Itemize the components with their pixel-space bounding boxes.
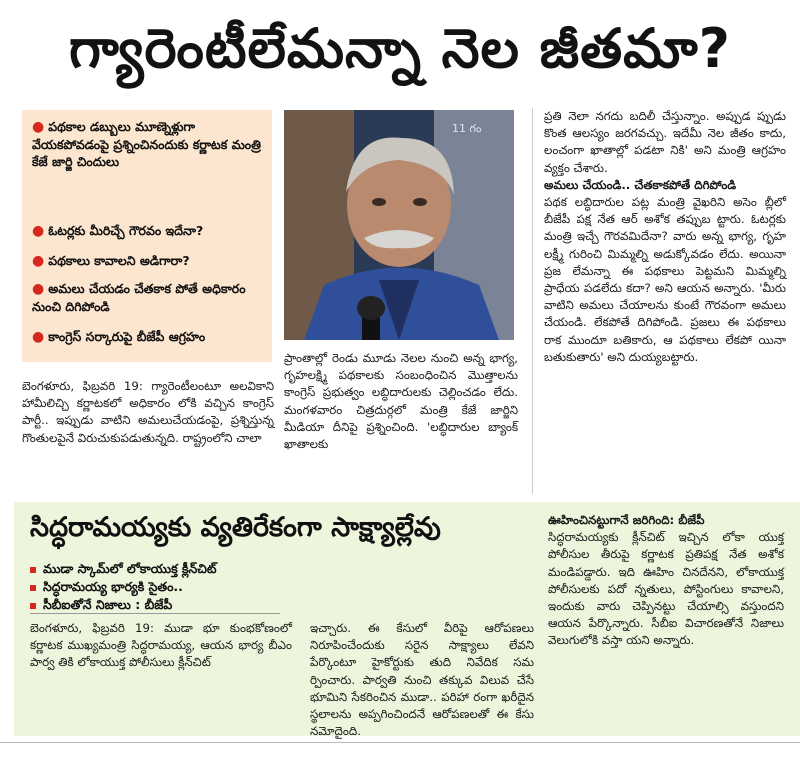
- square-bullet-icon: [30, 585, 36, 591]
- story2-subheading: ఊహించినట్టుగానే జరిగింది: బీజేపీ: [548, 513, 705, 527]
- story1-column-left: బెంగళూరు, ఫిబ్రవరి 19: గ్యారెంటీలంటూ అలవికాని హామీలిచ్చి కర్ణాటకలో అధికారం లోకి వచ్చిన కాంగ్రెస్‌ పార్టీ.. ఇప్పుడు వాటిని అమలుచేయడంపై, ప్రశ్నిస్తున్న గొంతులపైనే విరుచుకుపడుతున్నది. రాష్ట్రంలోని చాలా: [22, 379, 274, 445]
- story1-column-middle: ప్రాంతాల్లో రెండు మూడు నెలల నుంచి అన్న భాగ్య, గృహలక్ష్మి పథకాలకు సంబంధించిన మొత్తాలను కాంగ్రెస్‌ ప్రభుత్వం లబ్ధిదారులకు చెల్లించడం లేదు. మంగళవారం చిత్రదుర్గలో మంత్రి కేజే జార్జిని మీడియా దీనిపై ప్రశ్నించింది. 'లబ్ధిదారుల బ్యాంక్‌ ఖాతాలకు: [284, 351, 518, 452]
- highlight-item: [32, 118, 264, 170]
- story1-subheading: అమలు చేయండి.. చేతకాకపోతే దిగిపోండి: [544, 177, 737, 192]
- story2-column-left: బెంగళూరు, ఫిబ్రవరి 19: ముడా భూ కుంభకోణంలో కర్ణాటక ముఖ్యమంత్రి సిద్ధరామయ్య, ఆయన భార్య బీఎం పార్వ తికి లోకాయుక్త పోలీసులు క్లీన్‌చిట్‌: [30, 621, 292, 670]
- story2-bullet: [30, 596, 172, 614]
- speaker-portrait-image: [284, 110, 514, 340]
- bullet-icon: ●: [32, 253, 45, 269]
- story1-paragraph: ప్రతి నెలా నగదు బదిలీ చేస్తున్నాం. అప్పుడ ప్పుడు కొంత ఆలస్యం జరగవచ్చు. ఇదేమీ నెల జీతం కాదు, లంచంగా ఖాతాల్లో పడటా నికి' అని మంత్రి ఆగ్రహం వ్యక్తం చేశారు.: [544, 109, 786, 175]
- bullet-divider: [30, 613, 280, 614]
- highlight-item: [32, 280, 264, 315]
- column-divider: [532, 108, 533, 494]
- square-bullet-icon: [30, 567, 36, 573]
- page-headline: గ్యారెంటీలేమన్నా నెల జీతమా?: [69, 17, 731, 80]
- story1-column-right: [544, 108, 786, 366]
- story2-bullet: [30, 560, 217, 578]
- story2-column-middle: ఇచ్చారు. ఈ కేసులో వీరిపై ఆరోపణలు నిరూపించేందుకు సరైన సాక్ష్యాలు లేవని పేర్కొంటూ హైకోర్టుకు తుది నివేదిక సమ ర్పించారు. పార్వతి నుంచి తక్కువ విలువ చేసే భూమిని సేకరించిన ముడా.. పరిహా రంగా ఖరీదైన స్థలాలను అప్పగించిందనే ఆరోపణలతో ఈ కేసు నమోదైంది.: [310, 621, 534, 739]
- bullet-icon: ●: [32, 329, 45, 345]
- story2-bullet-text: ముడా స్కామ్‌లో లోకాయుక్త క్లీన్‌చిట్‌: [43, 561, 217, 576]
- bullet-icon: ●: [32, 281, 45, 297]
- story2-column-right: [548, 512, 784, 650]
- highlight-item: [32, 252, 264, 270]
- story2-bullet-text: సిద్ధరామయ్య భార్యకి సైతం..: [43, 579, 183, 594]
- highlights-box: [22, 110, 272, 362]
- story2-bullet: [30, 578, 183, 596]
- minister-photo: [284, 110, 514, 340]
- bullet-icon: ●: [32, 119, 45, 135]
- square-bullet-icon: [30, 603, 36, 609]
- story2-paragraph: సిద్ధరామయ్యకు క్లీన్‌చిట్‌ ఇచ్చిన లోకా యుక్త పోలీసుల తీరుపై కర్ణాటక ప్రతిపక్ష నేత అశోక మండిపడ్డారు. ఇది ఊహిం చినదేనని, లోకాయుక్త పోలీసులకు పదో న్నతులు, పోస్టింగులు కావాలని, ఇందుకు వారు చెప్పినట్టు చేయాల్సి వస్తుందని ఆయన పేర్కొన్నారు. సీబీఐ విచారణతోనే నిజాలు వెలుగులోకి వస్తా యని అన్నారు.: [548, 530, 784, 648]
- highlight-text: పథకాల డబ్బులు మూణ్నెళ్లుగా వేయకపోవడంపై ప్రశ్నించినందుకు కర్ణాటక మంత్రి కేజే జార్జి చిందులు: [32, 119, 261, 169]
- bullet-icon: ●: [32, 223, 45, 239]
- highlight-text: ఓటర్లకు మీరిచ్చే గౌరవం ఇదేనా?: [48, 223, 204, 238]
- highlight-text: పథకాలు కావాలని అడిగారా?: [48, 253, 190, 268]
- highlight-item: [32, 222, 264, 240]
- backdrop-label: 11 గం: [452, 122, 482, 135]
- story2-bullet-text: సీబీఐతోనే నిజాలు : బీజేపీ: [43, 597, 173, 612]
- story1-paragraph: పథక లబ్ధిదారుల పట్ల మంత్రి వైఖరిని అసెం బ్లీలో బీజేపీ పక్ష నేత ఆర్‌ అశోక తప్పుబ ట్టారు. ఓటర్లకు మంత్రి ఇచ్చే గౌరవమిదేనా? వారు అన్న భాగ్య, గృహ లక్ష్మీ గురించి మిమ్మల్ని అడుక్కోవడం లేదు. అయినా ప్రజ లేమన్నా ఈ పథకాలు పెట్టమని మిమ్మల్ని ప్రాధేయ పడలేదు కదా? అని ఆయన అన్నారు. 'మీరు వాటిని అమలు చేయాలను కుంటే గౌరవంగా అమలు చేయండి. లేకపోతే దిగిపోండి. ప్రజలు ఈ పథకాలు రాక ముందూ బతికారు, ఆ పథకాలు లేకపో యినా బతుకుతారు' అని దుయ్యబట్టారు.: [544, 195, 786, 364]
- highlight-text: కాంగ్రెస్‌ సర్కారుపై బీజేపీ ఆగ్రహం: [48, 329, 206, 344]
- page-bottom-rule: [0, 742, 800, 743]
- highlight-text: అమలు చేయడం చేతకాక పోతే అధికారం నుంచి దిగిపోండి: [32, 281, 246, 314]
- highlight-item: [32, 328, 264, 346]
- story2-headline: సిద్ధరామయ్యకు వ్యతిరేకంగా సాక్ష్యాల్లేవు: [30, 512, 441, 543]
